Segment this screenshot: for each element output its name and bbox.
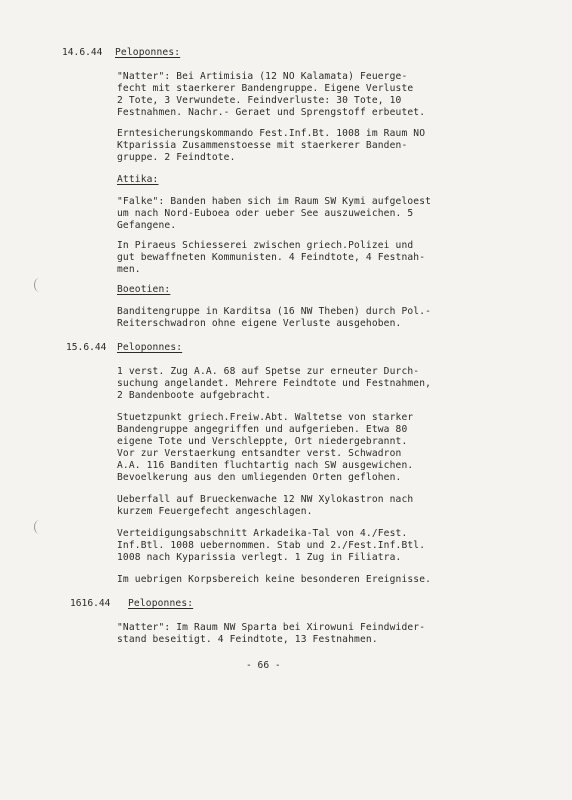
text-line: "Natter": Bei Artimisia (12 NO Kalamata) Feuerge- — [117, 71, 408, 82]
region-heading: Peloponnes: — [117, 342, 183, 353]
text-line: Im uebrigen Korpsbereich keine besonderen Ereignisse. — [117, 574, 432, 585]
text-line: Banditengruppe in Karditsa (16 NW Theben) durch Pol.- — [117, 306, 432, 317]
region-heading: Peloponnes: — [115, 47, 181, 58]
text-line: eigene Tote und Verschleppte, Ort niedergebrannt. — [117, 436, 408, 447]
text-line: Ueberfall auf Brueckenwache 12 NW Xylokastron nach — [117, 494, 414, 505]
text-line: Reiterschwadron ohne eigene Verluste ausgehoben. — [117, 318, 402, 329]
text-line: "Natter": Im Raum NW Sparta bei Xirowuni Feindwider- — [117, 622, 426, 633]
region-heading: Peloponnes: — [128, 598, 194, 609]
page-number: - 66 - — [246, 660, 281, 671]
entry-date: 14.6.44 — [62, 47, 103, 58]
text-line: 2 Tote, 3 Verwundete. Feindverluste: 30 Tote, 10 — [117, 95, 402, 106]
text-line: fecht mit staerkerer Bandengruppe. Eigene Verluste — [117, 83, 414, 94]
text-line: Vor zur Verstaerkung entsandter verst. Schwadron — [117, 448, 402, 459]
text-line: Ktparissia Zusammenstoesse mit staerkerer Banden- — [117, 140, 408, 151]
entry-date: 15.6.44 — [66, 342, 107, 353]
text-line: "Falke": Banden haben sich im Raum SW Kymi aufgeloest — [117, 196, 432, 207]
region-heading: Boeotien: — [117, 284, 171, 295]
punch-hole-upper — [34, 278, 45, 292]
text-line: 1008 nach Kyparissia verlegt. 1 Zug in Filiatra. — [117, 552, 402, 563]
text-line: Inf.Btl. 1008 uebernommen. Stab und 2./Fest.Inf.Btl. — [117, 540, 426, 551]
text-line: Festnahmen. Nachr.- Geraet und Sprengstoff erbeutet. — [117, 107, 426, 118]
region-heading: Attika: — [117, 174, 159, 185]
text-line: kurzem Feuergefecht angeschlagen. — [117, 506, 313, 517]
text-line: Bevoelkerung aus den umliegenden Orten geflohen. — [117, 472, 402, 483]
text-line: 2 Bandenboote aufgebracht. — [117, 390, 272, 401]
text-line: um nach Nord-Euboea oder ueber See auszuweichen. 5 — [117, 208, 414, 219]
text-line: Erntesicherungskommando Fest.Inf.Bt. 1008 im Raum NO — [117, 128, 426, 139]
text-line: stand beseitigt. 4 Feindtote, 13 Festnahmen. — [117, 634, 378, 645]
text-line: Bandengruppe angegriffen und aufgerieben. Etwa 80 — [117, 424, 408, 435]
text-line: Verteidigungsabschnitt Arkadeika-Tal von 4./Fest. — [117, 528, 408, 539]
entry-date: 1616.44 — [70, 598, 111, 609]
text-line: In Piraeus Schiesserei zwischen griech.Polizei und — [117, 240, 414, 251]
text-line: suchung angelandet. Mehrere Feindtote und Festnahmen, — [117, 378, 432, 389]
text-line: gruppe. 2 Feindtote. — [117, 152, 236, 163]
text-line: 1 verst. Zug A.A. 68 auf Spetse zur erneuter Durch- — [117, 366, 420, 377]
text-line: Stuetzpunkt griech.Freiw.Abt. Waltetse von starker — [117, 412, 414, 423]
text-line: A.A. 116 Banditen fluchtartig nach SW ausgewichen. — [117, 460, 414, 471]
punch-hole-lower — [34, 520, 45, 534]
text-line: Gefangene. — [117, 220, 177, 231]
text-line: men. — [117, 264, 141, 275]
text-line: gut bewaffneten Kommunisten. 4 Feindtote, 4 Festnah- — [117, 252, 426, 263]
